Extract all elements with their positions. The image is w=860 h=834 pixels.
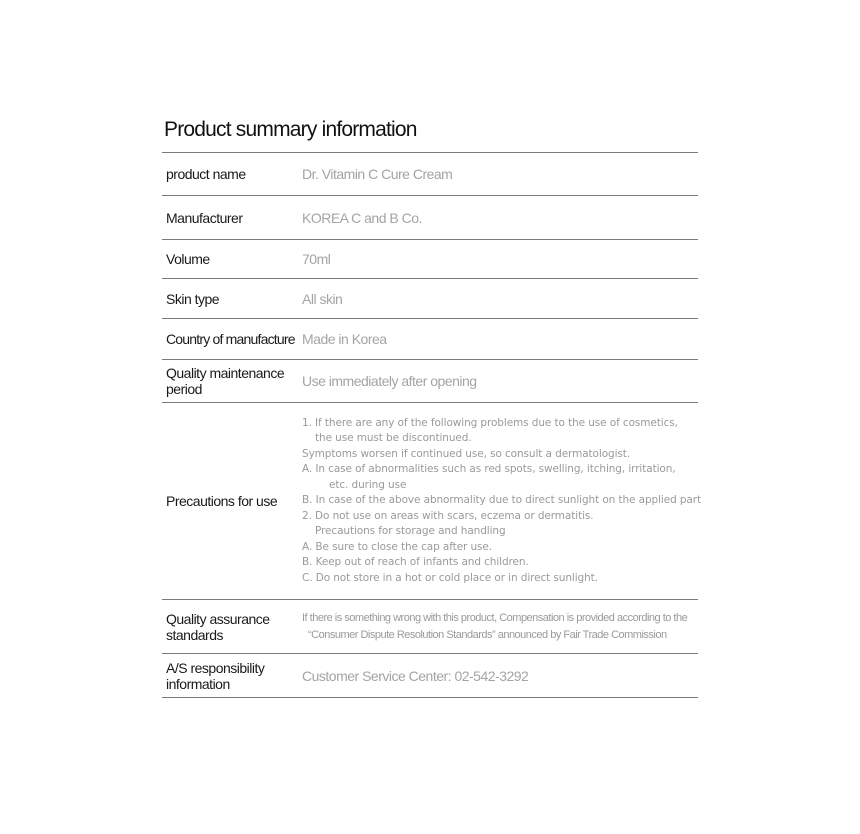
- row-label: [162, 660, 302, 692]
- precaution-line: Symptoms worsen if continued use, so consult a dermatologist.: [302, 447, 631, 460]
- precaution-line: C. Do not store in a hot or cold place or in direct sunlight.: [302, 571, 598, 584]
- precaution-line: etc. during use: [329, 478, 407, 491]
- qa-line: “Consumer Dispute Resolution Standards” announced by Fair Trade Commission: [308, 628, 667, 641]
- row-value: Use immediately after opening: [302, 373, 477, 389]
- row-country: [162, 319, 698, 360]
- row-label-line: standards: [166, 626, 223, 643]
- row-label: product name: [166, 166, 246, 182]
- precaution-line: A. Be sure to close the cap after use.: [302, 540, 493, 553]
- row-label-line: Quality assurance: [166, 610, 270, 627]
- row-label: [162, 611, 302, 643]
- precautions-text: [302, 412, 701, 591]
- row-value: 70ml: [302, 251, 331, 267]
- row-as-info: [162, 654, 698, 698]
- quality-assurance-text: [302, 610, 698, 644]
- row-label-line: period: [166, 381, 202, 397]
- row-label: Volume: [166, 251, 210, 267]
- precaution-line: B. In case of the above abnormality due to direct sunlight on the applied part: [302, 494, 702, 507]
- row-manufacturer: [162, 196, 698, 240]
- row-value: Dr. Vitamin C Cure Cream: [302, 166, 453, 182]
- precaution-line: B. Keep out of reach of infants and children.: [302, 556, 529, 569]
- row-label: Country of manufacture: [166, 331, 295, 347]
- precaution-line: 2. Do not use on areas with scars, eczema or dermatitis.: [302, 509, 594, 522]
- row-value: KOREA C and B Co.: [302, 209, 422, 226]
- row-value: Made in Korea: [302, 331, 387, 347]
- row-precautions: [162, 403, 702, 600]
- row-value: Customer Service Center: 02-542-3292: [302, 667, 529, 684]
- row-product-name: [162, 153, 698, 196]
- row-quality-period: [162, 360, 698, 403]
- row-label: [162, 365, 302, 397]
- row-label-line: Quality maintenance: [166, 365, 285, 381]
- precaution-line: Precautions for storage and handling: [315, 525, 506, 538]
- row-volume: [162, 240, 698, 279]
- page-title: Product summary information: [162, 116, 698, 153]
- row-label-line: information: [166, 675, 230, 692]
- row-label: Precautions for use: [166, 493, 278, 509]
- product-summary-table: [162, 116, 702, 698]
- row-value: All skin: [302, 290, 343, 307]
- row-label: Skin type: [166, 290, 220, 307]
- row-label: Manufacturer: [166, 209, 243, 226]
- precaution-line: A. In case of abnormalities such as red spots, swelling, itching, irritation,: [302, 463, 676, 476]
- qa-line: If there is something wrong with this product, Compensation is provided according to the: [302, 611, 688, 624]
- row-quality-assurance: [162, 600, 698, 654]
- row-skin-type: [162, 279, 698, 319]
- row-label-line: A/S responsibility: [166, 659, 265, 676]
- precaution-line: 1. If there are any of the following problems due to the use of cosmetics,: [302, 416, 678, 429]
- precaution-line: the use must be discontinued.: [315, 432, 472, 445]
